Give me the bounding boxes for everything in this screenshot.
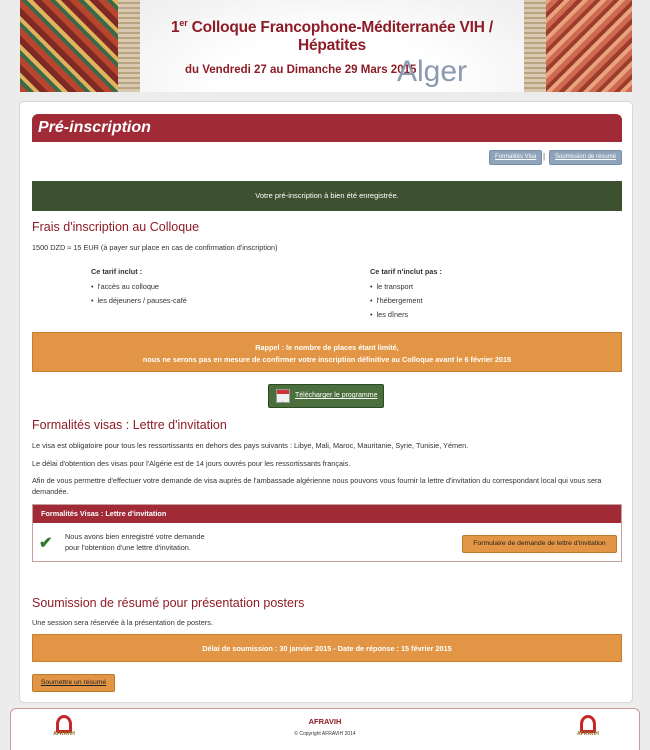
list-item: • les dîners	[370, 308, 442, 322]
download-program-button[interactable]	[268, 384, 384, 408]
banner-pattern-right-strip	[524, 0, 546, 92]
submit-abstract-button[interactable]: Soumettre un résumé	[32, 674, 115, 692]
nav-separator: |	[543, 152, 546, 161]
visa-formalities-link[interactable]: Formalités Visa	[489, 150, 542, 165]
invitation-form-button[interactable]: Formulaire de demande de lettre d'invitation	[462, 535, 617, 553]
download-program-label: Télécharger le programme	[295, 392, 378, 399]
visa-heading: Formalités visas : Lettre d'invitation	[32, 418, 227, 432]
fees-excludes	[370, 267, 442, 322]
visa-paragraph-3: Afin de vous permettre d'effectuer votre demande de visa auprès de l'ambassade algérienne nous pouvons vous fournir la lettre d'invitation du correspondant local qui vous sera demandée.	[32, 476, 602, 496]
footer-org-name: AFRAVIH	[308, 717, 342, 726]
invitation-line-2: pour l'obtention d'une lettre d'invitation.	[65, 543, 191, 552]
seats-reminder	[32, 332, 622, 372]
banner-city: Alger	[397, 55, 468, 88]
success-alert: Votre pré-inscription à bien été enregistrée.	[32, 181, 622, 211]
banner-pattern-left	[20, 0, 118, 92]
footer-copyright: © Copyright AFRAVIH 2014	[294, 731, 356, 737]
main-panel	[19, 101, 633, 703]
fees-includes	[91, 267, 187, 308]
list-item: • l'hébergement	[370, 294, 442, 308]
invitation-line-1: Nous avons bien enregistré votre demande	[65, 532, 205, 541]
page-title: Pré-inscription	[38, 119, 151, 136]
page-footer	[10, 708, 640, 750]
banner-date: du Vendredi 27 au Dimanche 29 Mars 2015	[185, 64, 417, 76]
submission-deadline: Délai de soumission : 30 janvier 2015 - Date de réponse : 15 février 2015	[32, 634, 622, 662]
banner-pattern-right	[546, 0, 632, 92]
reminder-line-1: Rappel : le nombre de places étant limité,	[255, 343, 399, 352]
list-item: • les déjeuners / pauses-café	[91, 294, 187, 308]
list-item: • l'accès au colloque	[91, 280, 187, 294]
fees-excludes-label: Ce tarif n'inclut pas :	[370, 267, 442, 276]
posters-text: Une session sera réservée à la présentation de posters.	[32, 618, 213, 627]
logo-text: AFRAVIH	[53, 731, 75, 737]
abstract-submission-link[interactable]: Soumission de résumé	[549, 150, 622, 165]
banner-pattern-left-strip	[118, 0, 140, 92]
fees-heading: Frais d'inscription au Colloque	[32, 220, 200, 234]
event-banner	[20, 0, 632, 92]
invitation-box-title: Formalités Visas : Lettre d'invitation	[33, 505, 621, 523]
checkmark-icon: ✔	[39, 535, 53, 552]
visa-paragraph-1: Le visa est obligatoire pour tous les ressortissants en dehors des pays suivants : Libye, Mali, Maroc, Mauritanie, Syrie, Tunisie, Yémen.	[32, 441, 469, 450]
list-item: • le transport	[370, 280, 442, 294]
download-file-icon	[276, 389, 290, 403]
afravih-logo-right	[571, 715, 605, 741]
invitation-confirmation	[65, 531, 205, 553]
fees-price: 1500 DZD ≈ 15 EUR (à payer sur place en cas de confirmation d'inscription)	[32, 243, 278, 252]
logo-text: AFRAVIH	[577, 731, 599, 737]
posters-heading: Soumission de résumé pour présentation posters	[32, 596, 305, 610]
reminder-line-2: nous ne serons pas en mesure de confirmer votre inscription définitive au Colloque avant le 6 février 2015	[142, 355, 512, 364]
fees-includes-label: Ce tarif inclut :	[91, 267, 143, 276]
page-header	[32, 114, 622, 142]
visa-paragraph-2: Le délai d'obtention des visas pour l'Algérie est de 14 jours ouvrés pour les ressortissants français.	[32, 459, 351, 468]
invitation-letter-box	[32, 504, 622, 562]
banner-title: 1er Colloque Francophone-Méditerranée VIH / Hépatites	[170, 18, 493, 55]
